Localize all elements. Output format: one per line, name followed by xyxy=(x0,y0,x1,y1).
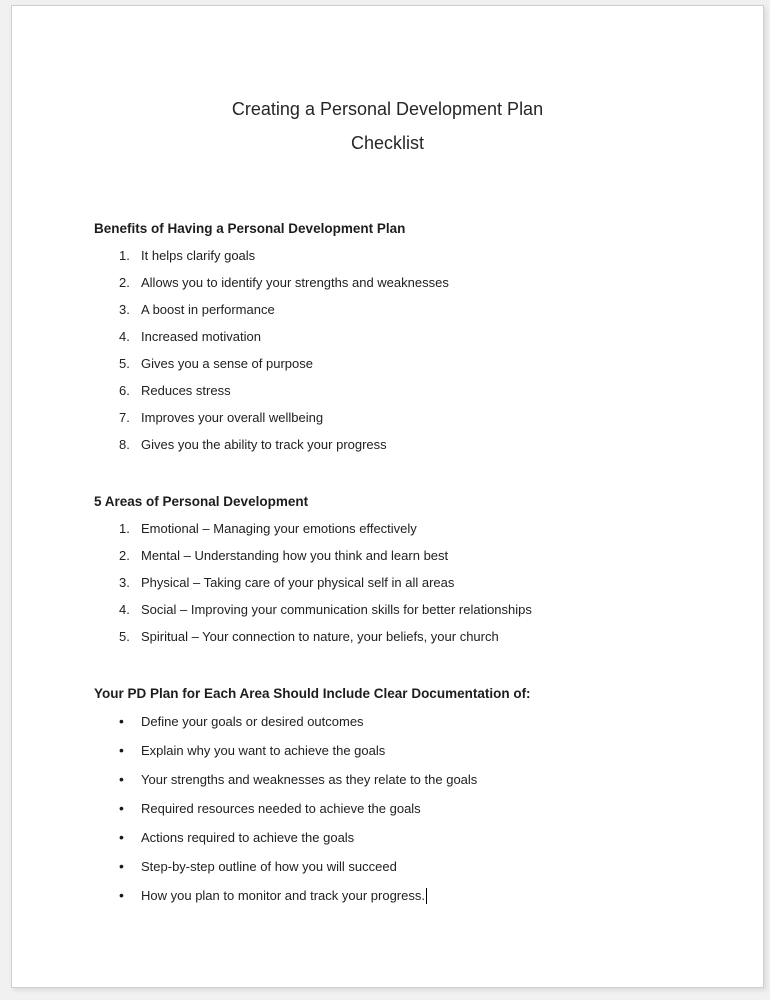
list-item[interactable] xyxy=(94,302,705,318)
section-pd-plan xyxy=(94,685,705,904)
list-item-text: Increased motivation xyxy=(141,329,261,344)
section-benefits xyxy=(94,220,705,453)
text-cursor xyxy=(426,888,428,904)
list-item-text: A boost in performance xyxy=(141,302,275,317)
list-item-text: Spiritual – Your connection to nature, your beliefs, your church xyxy=(141,629,499,644)
list-item[interactable] xyxy=(94,858,705,875)
list-item[interactable] xyxy=(94,437,705,453)
document-body xyxy=(94,220,705,904)
document-title-line-2[interactable]: Checklist xyxy=(350,133,425,153)
document-title xyxy=(12,92,763,160)
benefits-numbered-list xyxy=(94,248,705,453)
list-item[interactable] xyxy=(94,887,705,904)
list-item[interactable] xyxy=(94,602,705,618)
list-item[interactable] xyxy=(94,410,705,426)
section-areas xyxy=(94,493,705,645)
list-item-text: It helps clarify goals xyxy=(141,248,256,263)
list-item-text: Allows you to identify your strengths and weaknesses xyxy=(141,275,449,290)
list-item[interactable] xyxy=(94,771,705,788)
list-item[interactable] xyxy=(94,248,705,264)
list-item[interactable] xyxy=(94,521,705,537)
list-item-text: How you plan to monitor and track your progress. xyxy=(141,888,425,903)
list-item-text: Mental – Understanding how you think and learn best xyxy=(141,548,449,563)
list-item[interactable] xyxy=(94,800,705,817)
document-page[interactable] xyxy=(11,5,764,988)
list-item[interactable] xyxy=(94,548,705,564)
list-item-text: Actions required to achieve the goals xyxy=(141,830,355,845)
list-item-text: Your strengths and weaknesses as they relate to the goals xyxy=(141,772,478,787)
list-item-text: Gives you the ability to track your progress xyxy=(141,437,387,452)
list-item[interactable] xyxy=(94,829,705,846)
list-item-text: Improves your overall wellbeing xyxy=(141,410,324,425)
list-item-text: Step-by-step outline of how you will succeed xyxy=(141,859,397,874)
section-heading-benefits[interactable]: Benefits of Having a Personal Development Plan xyxy=(94,221,406,236)
list-item-text: Define your goals or desired outcomes xyxy=(141,714,364,729)
list-item-text: Physical – Taking care of your physical self in all areas xyxy=(141,575,455,590)
list-item-text: Reduces stress xyxy=(141,383,231,398)
list-item[interactable] xyxy=(94,329,705,345)
list-item-text: Gives you a sense of purpose xyxy=(141,356,313,371)
list-item[interactable] xyxy=(94,356,705,372)
list-item-text: Explain why you want to achieve the goals xyxy=(141,743,386,758)
areas-numbered-list xyxy=(94,521,705,645)
list-item[interactable] xyxy=(94,575,705,591)
list-item[interactable] xyxy=(94,713,705,730)
list-item-text: Emotional – Managing your emotions effectively xyxy=(141,521,417,536)
list-item[interactable] xyxy=(94,275,705,291)
list-item[interactable] xyxy=(94,383,705,399)
section-heading-pd-plan[interactable]: Your PD Plan for Each Area Should Include Clear Documentation of: xyxy=(94,686,531,701)
section-heading-areas[interactable]: 5 Areas of Personal Development xyxy=(94,494,309,509)
pd-plan-bullet-list xyxy=(94,713,705,904)
list-item[interactable] xyxy=(94,629,705,645)
document-title-line-1[interactable]: Creating a Personal Development Plan xyxy=(231,99,544,119)
list-item-text: Required resources needed to achieve the goals xyxy=(141,801,421,816)
list-item-text: Social – Improving your communication skills for better relationships xyxy=(141,602,532,617)
list-item[interactable] xyxy=(94,742,705,759)
